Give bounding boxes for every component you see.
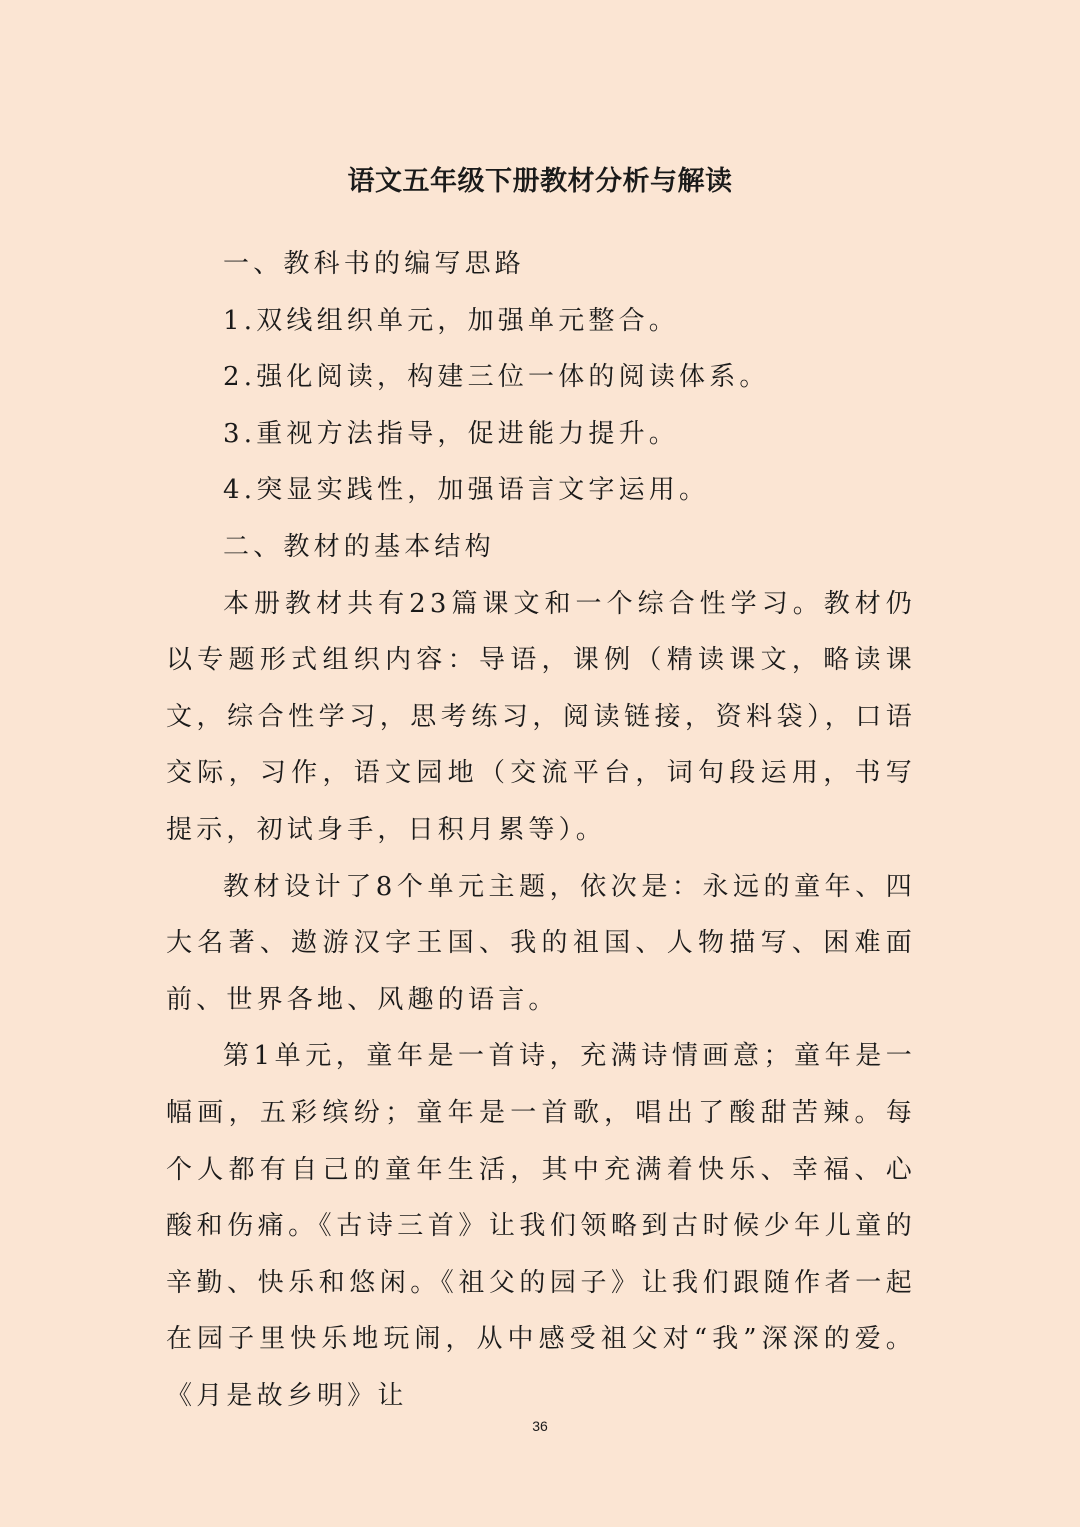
section-heading-2: 二、教材的基本结构 — [223, 531, 495, 562]
paragraph-structure: 本册教材共有23篇课文和一个综合性学习。教材仍以专题形式组织内容：导语，课例（精读课文，略读课文，综合性学习，思考练习，阅读链接，资料袋），口语交际，习作，语文园地（交流平台，词句段运用，书写提示，初试身手，日积月累等）。 — [166, 588, 916, 845]
section-heading-1: 一、教科书的编写思路 — [223, 249, 526, 279]
document-body — [166, 236, 916, 1424]
list-item-2: 2.强化阅读，构建三位一体的阅读体系。 — [223, 362, 770, 393]
list-item-4: 4.突显实践性，加强语言文字运用。 — [223, 475, 710, 506]
list-item-3: 3.重视方法指导，促进能力提升。 — [223, 418, 680, 449]
page-number: 36 — [532, 1418, 548, 1434]
paragraph-themes: 教材设计了8个单元主题，依次是：永远的童年、四大名著、遨游汉字王国、我的祖国、人物描写、困难面前、世界各地、风趣的语言。 — [166, 871, 916, 1015]
list-item-1: 1.双线组织单元，加强单元整合。 — [223, 305, 680, 336]
document-title: 语文五年级下册教材分析与解读 — [347, 166, 733, 197]
paragraph-unit-1: 第1单元，童年是一首诗，充满诗情画意；童年是一幅画，五彩缤纷；童年是一首歌，唱出了酸甜苦辣。每个人都有自己的童年生活，其中充满着快乐、幸福、心酸和伤痛。《古诗三首》让我们领略到古时候少年儿童的辛勤、快乐和悠闲。《祖父的园子》让我们跟随作者一起在园子里快乐地玩闹，从中感受祖父对“我”深深的爱。《月是故乡明》让 — [166, 1041, 916, 1411]
